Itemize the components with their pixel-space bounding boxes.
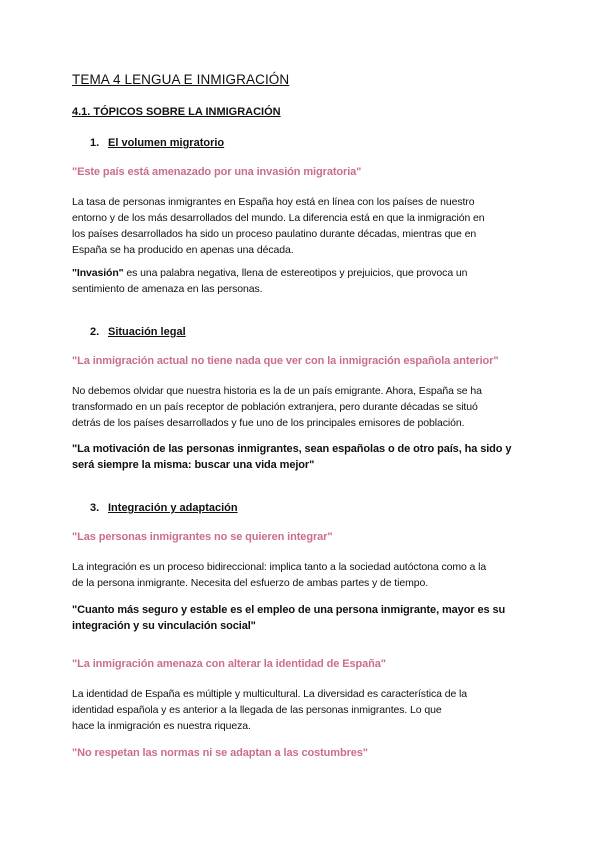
paragraph-line: La identidad de España es múltiple y multicultural. La diversidad es característica de la <box>72 688 467 700</box>
paragraph <box>72 383 530 431</box>
bold-quote-line: será siempre la misma: buscar una vida mejor" <box>72 459 315 471</box>
paragraph-line: detrás de los países desarrollados y fue uno de los principales emisores de población. <box>72 417 465 429</box>
bold-quote-line: "La motivación de las personas inmigrantes, sean españolas o de otro país, ha sido y <box>72 443 512 455</box>
section-number: 2. <box>90 326 100 338</box>
bold-quote <box>72 602 530 634</box>
section-title: El volumen migratorio <box>108 137 225 149</box>
paragraph <box>72 194 530 258</box>
paragraph-line: los países desarrollados ha sido un proceso paulatino durante décadas, mientras que en <box>72 228 477 240</box>
topic-quote: "Este país está amenazado por una invasión migratoria" <box>72 166 362 178</box>
bold-quote <box>72 441 530 473</box>
section-number: 3. <box>90 502 100 514</box>
paragraph <box>72 265 530 297</box>
paragraph-line: No debemos olvidar que nuestra historia es la de un país emigrante. Ahora, España se ha <box>72 385 482 397</box>
section-heading <box>90 137 548 149</box>
paragraph-line: entorno y de los más desarrollados del mundo. La diferencia está en que la inmigración en <box>72 212 485 224</box>
section-title: Integración y adaptación <box>108 502 238 514</box>
bold-quote-line: "Cuanto más seguro y estable es el empleo de una persona inmigrante, mayor es su <box>72 604 506 616</box>
topic-quote: "No respetan las normas ni se adaptan a las costumbres" <box>72 747 368 759</box>
document-title: TEMA 4 LENGUA E INMIGRACIÓN <box>72 72 290 87</box>
paragraph <box>72 559 530 591</box>
section-heading <box>90 502 548 514</box>
section-heading <box>90 326 548 338</box>
paragraph-line: de la persona inmigrante. Necesita del esfuerzo de ambas partes y de tiempo. <box>72 577 429 589</box>
bold-quote-line: integración y su vinculación social" <box>72 620 256 632</box>
section-number: 1. <box>90 137 100 149</box>
paragraph-line: sentimiento de amenaza en las personas. <box>72 283 263 295</box>
topic-quote: "Las personas inmigrantes no se quieren integrar" <box>72 531 333 543</box>
bold-term: "Invasión" <box>72 267 124 279</box>
paragraph-line: hace la inmigración es nuestra riqueza. <box>72 720 251 732</box>
paragraph-line: transformado en un país receptor de población extranjera, pero durante décadas se situó <box>72 401 478 413</box>
paragraph-line: La tasa de personas inmigrantes en España hoy está en línea con los países de nuestro <box>72 196 475 208</box>
paragraph-line: identidad española y es anterior a la llegada de las personas inmigrantes. Lo que <box>72 704 442 716</box>
paragraph-line: "Invasión" es una palabra negativa, llena de estereotipos y prejuicios, que provoca un <box>72 267 468 279</box>
paragraph-line: España se ha producido en apenas una década. <box>72 244 294 256</box>
document-subtitle: 4.1. TÓPICOS SOBRE LA INMIGRACIÓN <box>72 106 281 118</box>
topic-quote: "La inmigración actual no tiene nada que ver con la inmigración española anterior" <box>72 355 499 367</box>
section-title: Situación legal <box>108 326 186 338</box>
paragraph <box>72 686 530 734</box>
paragraph-line: La integración es un proceso bidireccional: implica tanto a la sociedad autóctona como a la <box>72 561 487 573</box>
topic-quote: "La inmigración amenaza con alterar la identidad de España" <box>72 658 386 670</box>
